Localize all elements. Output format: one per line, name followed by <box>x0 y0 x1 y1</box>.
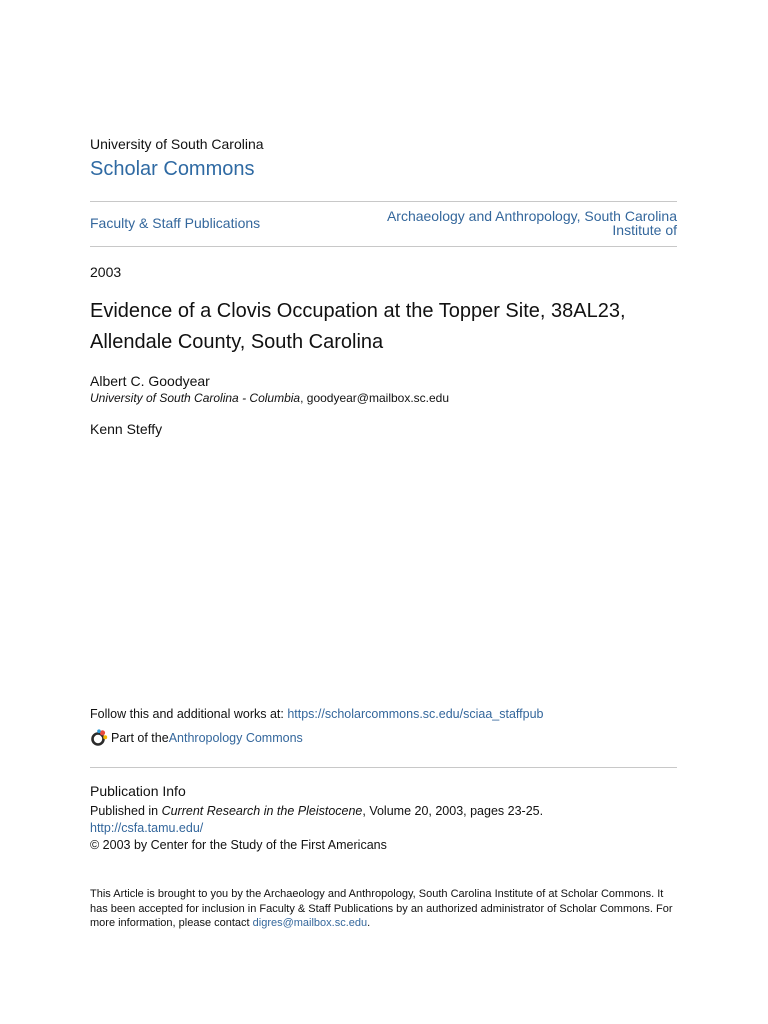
author-name: Albert C. Goodyear <box>90 373 210 389</box>
publication-info-heading: Publication Info <box>90 783 186 799</box>
footer-end: . <box>367 917 371 929</box>
published-in <box>90 804 543 818</box>
published-prefix: Published in <box>90 804 162 818</box>
follow-line <box>90 707 543 721</box>
follow-prefix: Follow this and additional works at: <box>90 707 288 721</box>
journal-name: Current Research in the Pleistocene <box>161 804 363 818</box>
anthropology-commons-link[interactable]: Anthropology Commons <box>168 731 303 745</box>
divider <box>90 246 677 247</box>
affiliation-name: University of South Carolina - Columbia <box>90 391 301 405</box>
footer-text: This Article is brought to you by the Archaeology and Anthropology, South Carolina Institute of at Scholar Commons. It has been accepted for inclusion in Faculty & Staff Publications by an authorized administrator of Scholar Commons. For more information, please contact <box>90 888 673 929</box>
department-link[interactable]: Archaeology and Anthropology, South Carolina Institute of <box>386 208 677 238</box>
partof-prefix: Part of the <box>111 731 169 745</box>
part-of-line <box>90 729 303 747</box>
author-affiliation <box>90 391 449 405</box>
author-email: goodyear@mailbox.sc.edu <box>306 391 450 405</box>
contact-email-link[interactable]: digres@mailbox.sc.edu <box>252 917 368 929</box>
footer-notice <box>90 887 680 931</box>
publication-url-link[interactable]: http://csfa.tamu.edu/ <box>90 821 204 835</box>
author-name: Kenn Steffy <box>90 421 163 437</box>
bepress-network-icon <box>90 729 108 747</box>
publication-details: , Volume 20, 2003, pages 23-25. <box>362 804 544 818</box>
article-title: Evidence of a Clovis Occupation at the Topper Site, 38AL23, Allendale County, South Carolina <box>90 300 626 353</box>
divider <box>90 767 677 768</box>
follow-url-link[interactable]: https://scholarcommons.sc.edu/sciaa_staffpub <box>287 707 544 721</box>
institution-name: University of South Carolina <box>90 136 264 152</box>
copyright-notice: © 2003 by Center for the Study of the First Americans <box>90 838 387 852</box>
affiliation-separator: , <box>300 391 307 405</box>
repository-link[interactable]: Scholar Commons <box>90 158 255 180</box>
series-link[interactable]: Faculty & Staff Publications <box>90 215 261 231</box>
divider <box>90 201 677 202</box>
publication-year: 2003 <box>90 264 122 280</box>
